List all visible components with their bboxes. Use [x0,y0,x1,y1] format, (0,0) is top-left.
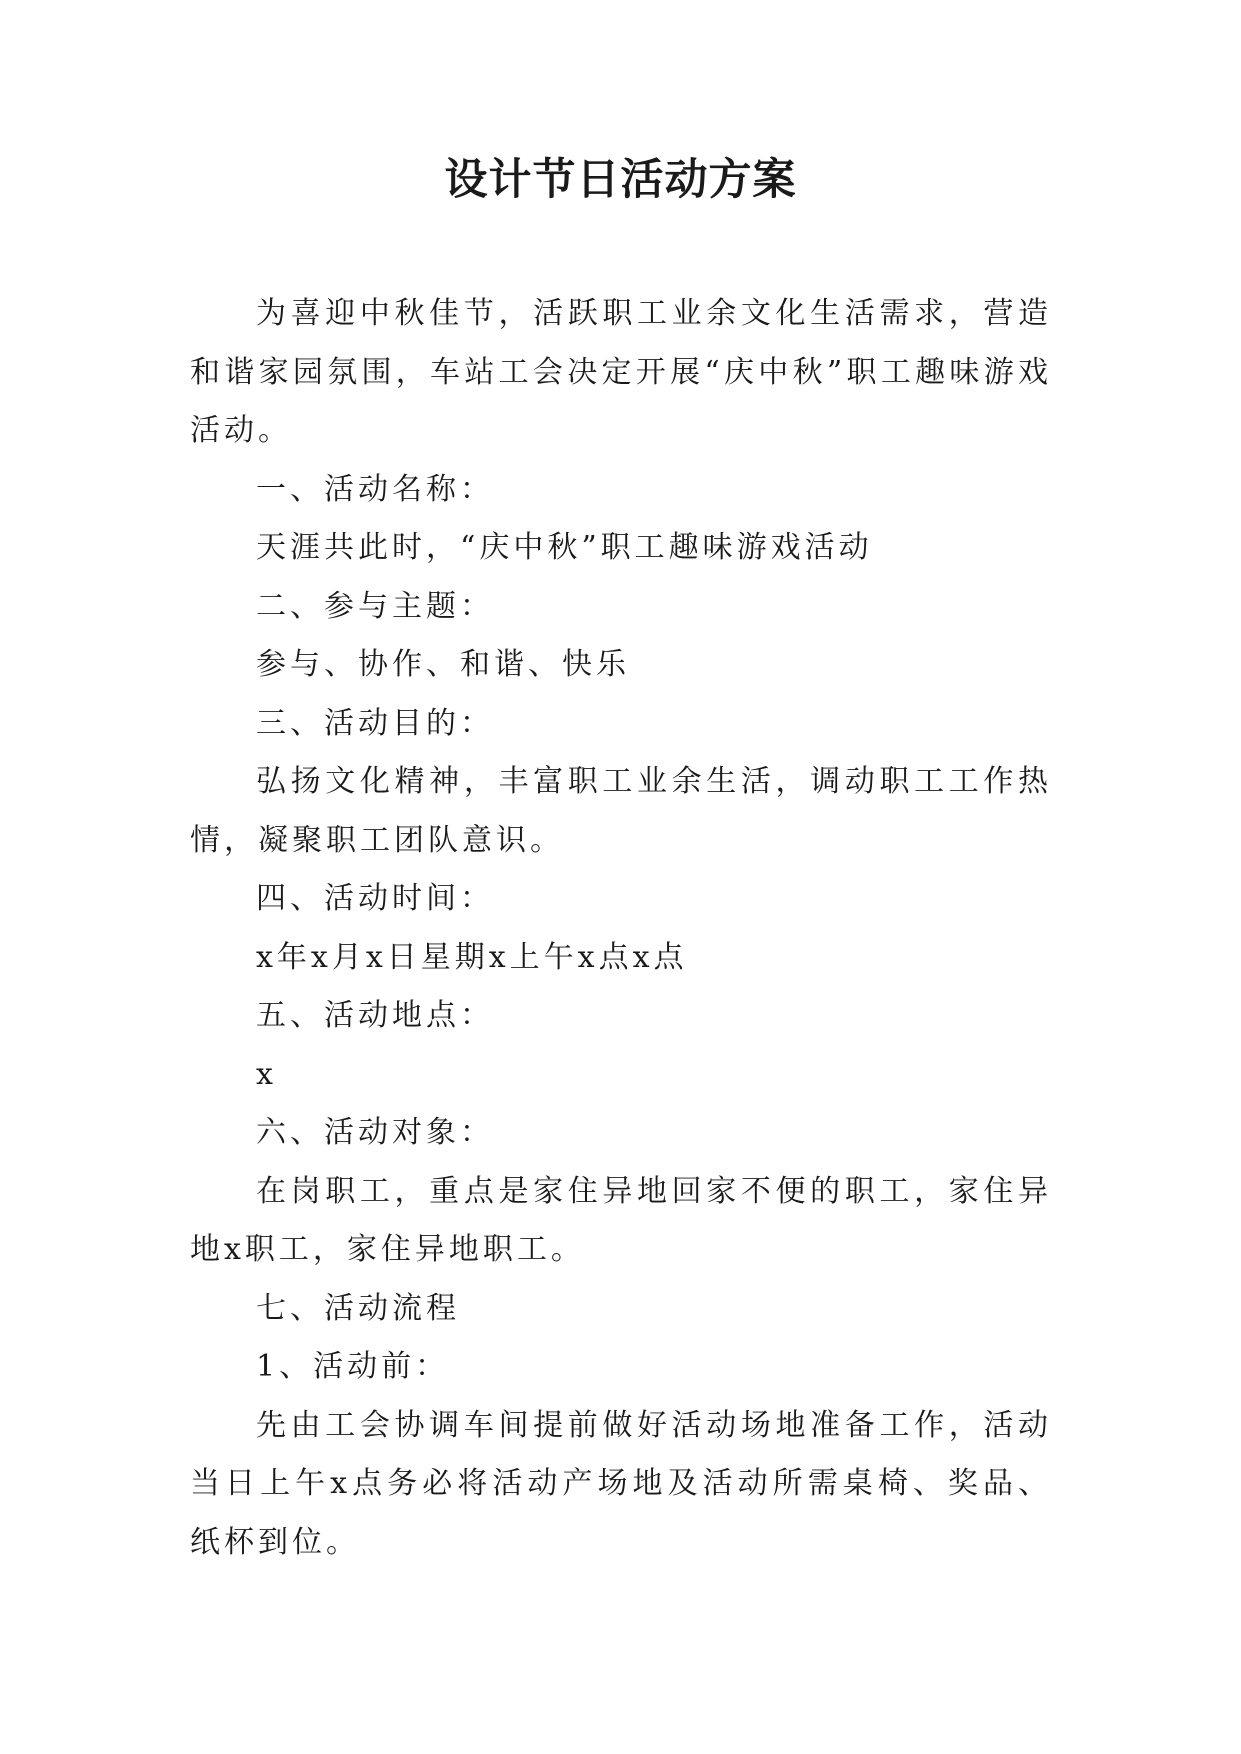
subheading-before-activity: 1、活动前： [256,1349,450,1384]
section-heading-activity-name: 一、活动名称： [256,471,494,507]
section-heading-theme: 二、参与主题： [256,588,494,624]
section-heading-process: 七、活动流程 [256,1290,460,1326]
document-body [190,285,1052,1572]
document-title: 设计节日活动方案 [444,155,797,205]
intro-paragraph: 为喜迎中秋佳节，活跃职工业余文化生活需求，营造和谐家园氛围，车站工会决定开展“庆中秋”职工趣味游戏活动。 [190,296,1052,448]
before-activity-text: 先由工会协调车间提前做好活动场地准备工作，活动当日上午x点务必将活动产场地及活动所需桌椅、奖品、纸杯到位。 [190,1407,1052,1560]
participants-text: 在岗职工，重点是家住异地回家不便的职工，家住异地x职工，家住异地职工。 [190,1173,1052,1267]
section-heading-location: 五、活动地点： [256,998,494,1033]
location-text: x [256,1056,277,1092]
section-heading-time: 四、活动时间： [256,881,494,916]
section-heading-purpose: 三、活动目的： [256,705,494,741]
time-text: x年x月x日星期x上午x点x点 [256,939,688,975]
theme-text: 参与、协作、和谐、快乐 [256,647,630,682]
section-heading-participants: 六、活动对象： [256,1115,494,1150]
purpose-text: 弘扬文化精神，丰富职工业余生活，调动职工工作热情，凝聚职工团队意识。 [190,764,1052,858]
activity-name-text: 天涯共此时，“庆中秋”职工趣味游戏活动 [256,530,873,565]
